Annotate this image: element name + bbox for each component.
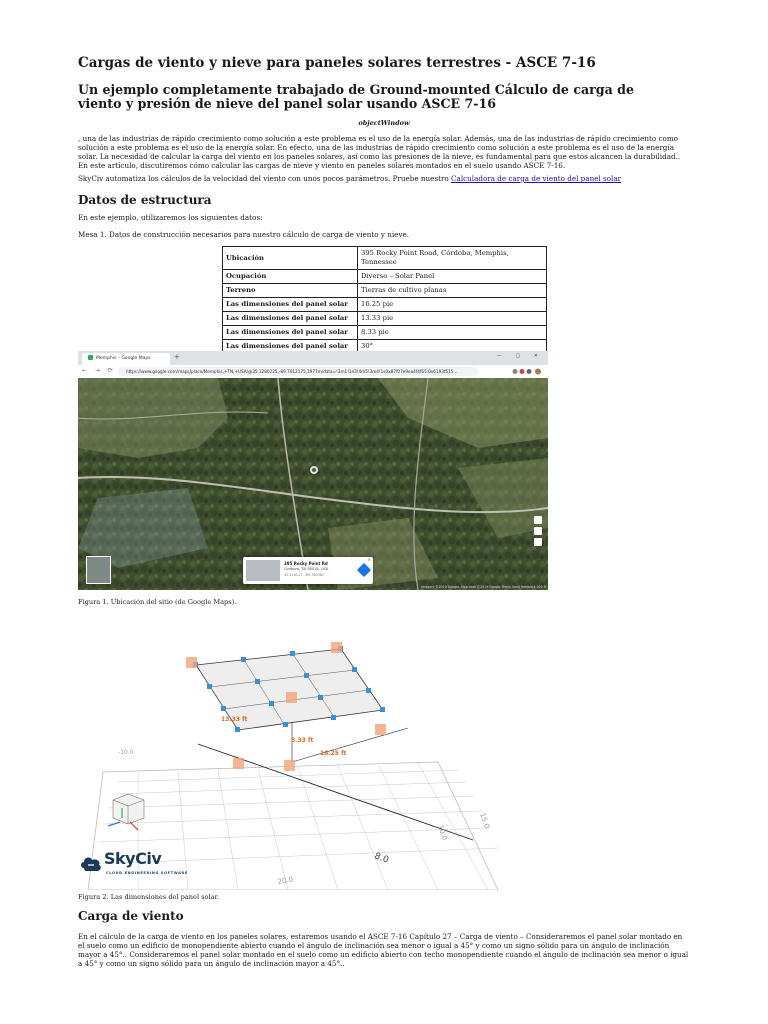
table-row [223,326,547,340]
zoom-in-icon [534,527,542,535]
page-title: Cargas de viento y nieve para paneles solares terrestres - ASCE 7-16 [78,55,596,71]
map-zoom-controls [534,516,542,576]
wind-paragraph: En el cálculo de la carga de viento en los paneles solares, estaremos usando el ASCE 7-16 Capítulo 27 – Carga de viento – Consideraremos el panel solar montado en el suelo como un edificio de monopendiente abierto cuando el ángulo de inclinación sea menor o igual a 45° y como un signo sólido para un ángulo de inclinación mayor a 45°.. Consideraremos el panel solar montado en el suelo como un edificio abierto con techo monopendiente cuando el ángulo de inclinación sea menor o igual a 45° y como un signo sólido para un ángulo de inclinación mayor a 45°.. [78,932,689,968]
table-cell-key: Las dimensiones del panel solar [223,340,358,354]
axis-tick-label: 8.0 [372,851,390,866]
window-controls-icon: — ▢ ✕ [496,353,544,359]
skyciv-paragraph-text: SkyCiv automatiza los cálculos de la velocidad del viento con unos pocos parámetros. Pruebe nuestro [78,174,452,183]
table-cell-value: 16.25 pie [358,298,547,312]
table-cell-key: Ubicación [223,247,358,270]
table-cell-key: Las dimensiones del panel solar [223,298,358,312]
zoom-out-icon [534,538,542,546]
skyciv-paragraph [78,175,690,184]
browser-address-bar [78,365,548,379]
browser-tab-title: Memphis – Google Maps [96,356,151,361]
table-row [223,284,547,298]
table-cell-value: 395 Rocky Point Road, Córdoba, Memphis, Tennessee [358,247,547,270]
map-attribution: Imagery ©2019 Google, Map data ©2019 Google Terms Send feedback 200 ft [421,585,546,589]
object-window-label: objectWindow [358,119,410,127]
page-subtitle: Un ejemplo completamente trabajado de Ground-mounted Cálculo de carga de viento y presión de nieve del panel solar usando ASCE 7-16 [78,82,634,111]
table-cell-key: Ocupación [223,270,358,284]
browser-tab [82,353,170,365]
skyciv-cloud-icon [80,853,102,873]
table-cell-value: Tierras de cultivo planas [358,284,547,298]
intro-paragraph: , una de las industrias de rápido crecimiento como solución a este problema es el uso de la energía solar. Además, una de las industrias de rápido crecimiento como solución a este problema es el uso de la energía solar. En efecto, una de las industrias de rápido crecimiento como solución a este problema es el uso de la energía solar. La necesidad de calcular la carga del viento en los paneles solares, así como las presiones de la nieve, es fundamental para que estos alcancen la durabilidad.. En este artículo, discutiremos cómo calcular las cargas de nieve y viento en paneles solares montados en el suelo usando ASCE 7-16. [78,134,681,170]
browser-tab-bar [78,351,548,365]
table-row [223,270,547,284]
satellite-toggle-thumbnail [86,556,111,584]
directions-icon [357,563,371,577]
building-data-table [222,246,547,354]
table-caption: Mesa 1. Datos de construcción necesarios para nuestro cálculo de carga de viento y nieve. [78,230,410,239]
nav-arrows-icon: ← → ⟳ [82,367,116,374]
table-cell-key: Terreno [223,284,358,298]
google-maps-screenshot [78,351,548,590]
logo-brand: SkyCiv [104,849,162,868]
solar-panel-array [186,642,386,771]
table-cell-key: Las dimensiones del panel solar [223,312,358,326]
dimension-label-height: 8.33 ft [291,737,314,744]
axis-tick-label: 20.0 [276,875,294,886]
table-row [223,312,547,326]
dimension-label-width: 13.33 ft [221,716,248,723]
maps-favicon-icon [88,355,93,360]
place-address: Cordova, TN 38018, USA [284,567,329,571]
table-cell-key: Las dimensiones del panel solar [223,326,358,340]
figure2-caption: Figura 2. Las dimensiones del panel solar. [78,893,220,901]
structure-intro: En este ejemplo, utilizaremos los siguientes datos: [78,213,263,222]
axis-tick-label: 10.0 [436,823,449,842]
compass-icon [534,516,542,524]
streetview-thumbnail [246,560,280,581]
view-cube-icon [108,794,144,830]
table-cell-value: 8.33 pie [358,326,547,340]
table-row [223,247,547,270]
table-cell-value: Diverso – Solar Panel [358,270,547,284]
axis-line-2 [292,728,408,762]
table-row [223,298,547,312]
place-name: 395 Rocky Point Rd [284,561,328,566]
new-tab-icon: + [174,353,180,361]
browser-url: https://www.google.com/maps/place/Memphis,+TN,+USA/@35.1280225,-89.7612175,1977m/data=!3m1!1e3!4m5!3m4!1s0x87f07e9ea4f4f65:0x6193f515… [118,367,478,376]
axis-tick-label: -10.0 [118,749,134,756]
section-heading-wind: Carga de viento [78,909,184,923]
figure1-caption: Figura 1. Ubicación del sitio (de Google Maps). [78,598,237,606]
place-coordinates: 35.126117, -89.760962 [284,573,325,577]
place-info-card [243,557,373,584]
dimension-label-length: 16.25 ft [320,750,347,757]
axis-tick-label: 15.0 [478,811,491,830]
close-icon: ✕ [367,557,371,562]
logo-tagline: CLOUD ENGINEERING SOFTWARE [106,871,188,875]
wind-load-calculator-link[interactable]: Calculadora de carga de viento del panel solar [451,174,622,183]
browser-extension-icons [512,368,542,375]
table-cell-value: 13.33 pie [358,312,547,326]
table-cell-value: 30° [358,340,547,354]
section-heading-structure: Datos de estructura [78,193,212,207]
